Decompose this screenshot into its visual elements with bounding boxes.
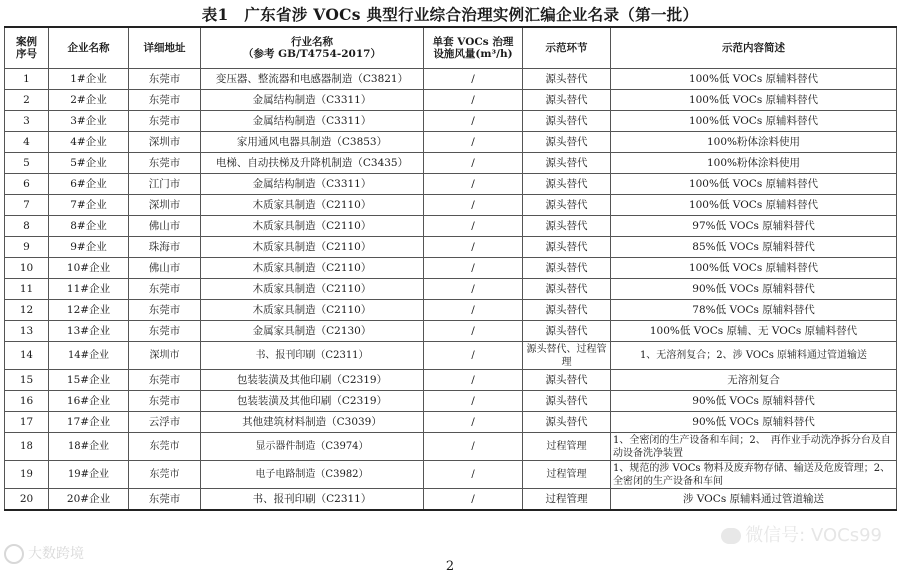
cell-airflow: /: [424, 258, 523, 279]
cell-company: 18#企业: [49, 433, 129, 461]
cell-stage: 源头替代: [523, 195, 611, 216]
cell-airflow: /: [424, 370, 523, 391]
cell-industry: 包装装潢及其他印刷（C2319）: [201, 370, 424, 391]
cell-no: 15: [5, 370, 49, 391]
cell-industry: 木质家具制造（C2110）: [201, 216, 424, 237]
cell-company: 9#企业: [49, 237, 129, 258]
cell-no: 3: [5, 111, 49, 132]
cell-stage: 源头替代: [523, 391, 611, 412]
cell-industry: 木质家具制造（C2110）: [201, 300, 424, 321]
cell-address: 东莞市: [129, 489, 201, 510]
table-row: [5, 391, 897, 412]
cell-industry: 书、报刊印刷（C2311）: [201, 342, 424, 370]
cell-company: 10#企业: [49, 258, 129, 279]
cell-content: 100%低 VOCs 原辅料替代: [611, 69, 897, 90]
cell-stage: 源头替代: [523, 258, 611, 279]
header-address: 详细地址: [129, 27, 201, 69]
cell-company: 15#企业: [49, 370, 129, 391]
cell-stage: 源头替代: [523, 279, 611, 300]
cell-stage: 源头替代、过程管理: [523, 342, 611, 370]
cell-industry: 金属结构制造（C3311）: [201, 174, 424, 195]
cell-no: 5: [5, 153, 49, 174]
cell-airflow: /: [424, 216, 523, 237]
cell-address: 深圳市: [129, 132, 201, 153]
cell-industry: 木质家具制造（C2110）: [201, 237, 424, 258]
cell-stage: 源头替代: [523, 300, 611, 321]
cell-no: 9: [5, 237, 49, 258]
cell-content: 90%低 VOCs 原辅料替代: [611, 279, 897, 300]
cell-company: 19#企业: [49, 461, 129, 489]
cell-stage: 过程管理: [523, 433, 611, 461]
cell-address: 东莞市: [129, 370, 201, 391]
table-row: [5, 237, 897, 258]
cell-content: 涉 VOCs 原辅料通过管道输送: [611, 489, 897, 510]
table-row: [5, 433, 897, 461]
table-row: [5, 321, 897, 342]
cell-stage: 过程管理: [523, 489, 611, 510]
enterprise-table: [4, 26, 897, 511]
cell-content: 100%低 VOCs 原辅料替代: [611, 195, 897, 216]
cell-content: 1、规范的涉 VOCs 物料及废弃物存储、输送及危废管理；2、全密闭的生产设备和车间: [611, 461, 897, 489]
cell-company: 5#企业: [49, 153, 129, 174]
cell-content: 90%低 VOCs 原辅料替代: [611, 412, 897, 433]
cell-content: 90%低 VOCs 原辅料替代: [611, 391, 897, 412]
cell-content: 1、无溶剂复合；2、涉 VOCs 原辅料通过管道输送: [611, 342, 897, 370]
cell-address: 佛山市: [129, 258, 201, 279]
cell-company: 16#企业: [49, 391, 129, 412]
header-airflow: 单套 VOCs 治理 设施风量(m³/h): [424, 27, 523, 69]
watermark-logo-left: 大数跨境: [4, 543, 84, 564]
page-number: 2: [445, 559, 455, 574]
cell-company: 3#企业: [49, 111, 129, 132]
cell-airflow: /: [424, 461, 523, 489]
cell-no: 2: [5, 90, 49, 111]
cell-airflow: /: [424, 279, 523, 300]
table-row: [5, 412, 897, 433]
cell-stage: 源头替代: [523, 69, 611, 90]
cell-company: 6#企业: [49, 174, 129, 195]
cell-industry: 电子电路制造（C3982）: [201, 461, 424, 489]
cell-industry: 变压器、整流器和电感器制造（C3821）: [201, 69, 424, 90]
cell-industry: 显示器件制造（C3974）: [201, 433, 424, 461]
cell-industry: 电梯、自动扶梯及升降机制造（C3435）: [201, 153, 424, 174]
cell-content: 100%低 VOCs 原辅料替代: [611, 111, 897, 132]
cell-company: 17#企业: [49, 412, 129, 433]
cell-no: 4: [5, 132, 49, 153]
cell-content: 100%低 VOCs 原辅料替代: [611, 258, 897, 279]
table-row: [5, 370, 897, 391]
cell-industry: 金属结构制造（C3311）: [201, 90, 424, 111]
cell-address: 东莞市: [129, 391, 201, 412]
cell-address: 东莞市: [129, 111, 201, 132]
cell-no: 11: [5, 279, 49, 300]
cell-airflow: /: [424, 195, 523, 216]
cell-industry: 金属结构制造（C3311）: [201, 111, 424, 132]
cell-company: 11#企业: [49, 279, 129, 300]
cell-company: 7#企业: [49, 195, 129, 216]
table-title: 表1 广东省涉 VOCs 典型行业综合治理实例汇编企业名录（第一批）: [201, 5, 699, 24]
cell-content: 1、全密闭的生产设备和车间；2、 再作业手动洗净拆分台及自动设备洗净装置: [611, 433, 897, 461]
cell-no: 16: [5, 391, 49, 412]
cell-address: 珠海市: [129, 237, 201, 258]
cell-address: 佛山市: [129, 216, 201, 237]
table-row: [5, 90, 897, 111]
table-row: [5, 174, 897, 195]
cell-company: 14#企业: [49, 342, 129, 370]
cell-airflow: /: [424, 90, 523, 111]
header-company: 企业名称: [49, 27, 129, 69]
cell-no: 8: [5, 216, 49, 237]
cell-company: 20#企业: [49, 489, 129, 510]
cell-stage: 源头替代: [523, 216, 611, 237]
cell-company: 4#企业: [49, 132, 129, 153]
cell-industry: 木质家具制造（C2110）: [201, 195, 424, 216]
cell-company: 2#企业: [49, 90, 129, 111]
table-row: [5, 279, 897, 300]
cell-airflow: /: [424, 412, 523, 433]
cell-airflow: /: [424, 111, 523, 132]
cell-content: 85%低 VOCs 原辅料替代: [611, 237, 897, 258]
cell-airflow: /: [424, 489, 523, 510]
cell-industry: 金属家具制造（C2130）: [201, 321, 424, 342]
cell-industry: 书、报刊印刷（C2311）: [201, 489, 424, 510]
cell-no: 19: [5, 461, 49, 489]
cell-stage: 源头替代: [523, 174, 611, 195]
cell-airflow: /: [424, 321, 523, 342]
cell-airflow: /: [424, 433, 523, 461]
cell-no: 6: [5, 174, 49, 195]
table-row: [5, 132, 897, 153]
cell-content: 100%粉体涂料使用: [611, 132, 897, 153]
cell-stage: 源头替代: [523, 90, 611, 111]
header-row: [5, 27, 897, 69]
cell-content: 100%低 VOCs 原辅料替代: [611, 90, 897, 111]
table-row: [5, 489, 897, 510]
cell-address: 云浮市: [129, 412, 201, 433]
cell-content: 100%粉体涂料使用: [611, 153, 897, 174]
cell-airflow: /: [424, 237, 523, 258]
table-row: [5, 195, 897, 216]
cell-content: 78%低 VOCs 原辅料替代: [611, 300, 897, 321]
cell-address: 东莞市: [129, 433, 201, 461]
cell-airflow: /: [424, 174, 523, 195]
cell-address: 东莞市: [129, 90, 201, 111]
cell-industry: 木质家具制造（C2110）: [201, 279, 424, 300]
header-content: 示范内容简述: [611, 27, 897, 69]
table-row: [5, 153, 897, 174]
cell-company: 12#企业: [49, 300, 129, 321]
cell-stage: 源头替代: [523, 237, 611, 258]
cell-no: 18: [5, 433, 49, 461]
header-no: 案例 序号: [5, 27, 49, 69]
header-industry: 行业名称 （参考 GB/T4754-2017）: [201, 27, 424, 69]
table-row: [5, 69, 897, 90]
cell-airflow: /: [424, 342, 523, 370]
cell-address: 深圳市: [129, 195, 201, 216]
cell-industry: 木质家具制造（C2110）: [201, 258, 424, 279]
cell-stage: 过程管理: [523, 461, 611, 489]
cell-company: 13#企业: [49, 321, 129, 342]
table-row: [5, 258, 897, 279]
cell-address: 江门市: [129, 174, 201, 195]
cell-content: 无溶剂复合: [611, 370, 897, 391]
cell-address: 东莞市: [129, 461, 201, 489]
cell-company: 8#企业: [49, 216, 129, 237]
cell-content: 100%低 VOCs 原辅、无 VOCs 原辅料替代: [611, 321, 897, 342]
cell-airflow: /: [424, 153, 523, 174]
cell-content: 97%低 VOCs 原辅料替代: [611, 216, 897, 237]
cell-no: 10: [5, 258, 49, 279]
cell-address: 东莞市: [129, 69, 201, 90]
cell-address: 东莞市: [129, 321, 201, 342]
cell-stage: 源头替代: [523, 321, 611, 342]
table-row: [5, 342, 897, 370]
cell-airflow: /: [424, 69, 523, 90]
cell-address: 东莞市: [129, 300, 201, 321]
header-stage: 示范环节: [523, 27, 611, 69]
table-row: [5, 461, 897, 489]
cell-industry: 家用通风电器具制造（C3853）: [201, 132, 424, 153]
cell-company: 1#企业: [49, 69, 129, 90]
cell-stage: 源头替代: [523, 111, 611, 132]
cell-no: 12: [5, 300, 49, 321]
table-row: [5, 300, 897, 321]
cell-address: 东莞市: [129, 153, 201, 174]
cell-industry: 包装装潢及其他印刷（C2319）: [201, 391, 424, 412]
cell-content: 100%低 VOCs 原辅料替代: [611, 174, 897, 195]
cell-stage: 源头替代: [523, 412, 611, 433]
cell-no: 14: [5, 342, 49, 370]
cell-airflow: /: [424, 391, 523, 412]
table-row: [5, 216, 897, 237]
cell-no: 1: [5, 69, 49, 90]
cell-no: 17: [5, 412, 49, 433]
cell-stage: 源头替代: [523, 132, 611, 153]
watermark-wechat: 微信号: VOCs99: [721, 521, 882, 547]
cell-no: 20: [5, 489, 49, 510]
cell-airflow: /: [424, 300, 523, 321]
cell-industry: 其他建筑材料制造（C3039）: [201, 412, 424, 433]
cell-airflow: /: [424, 132, 523, 153]
cell-address: 深圳市: [129, 342, 201, 370]
cell-no: 13: [5, 321, 49, 342]
cell-stage: 源头替代: [523, 153, 611, 174]
cell-stage: 源头替代: [523, 370, 611, 391]
cell-address: 东莞市: [129, 279, 201, 300]
cell-no: 7: [5, 195, 49, 216]
table-row: [5, 111, 897, 132]
wechat-icon: [721, 528, 741, 544]
